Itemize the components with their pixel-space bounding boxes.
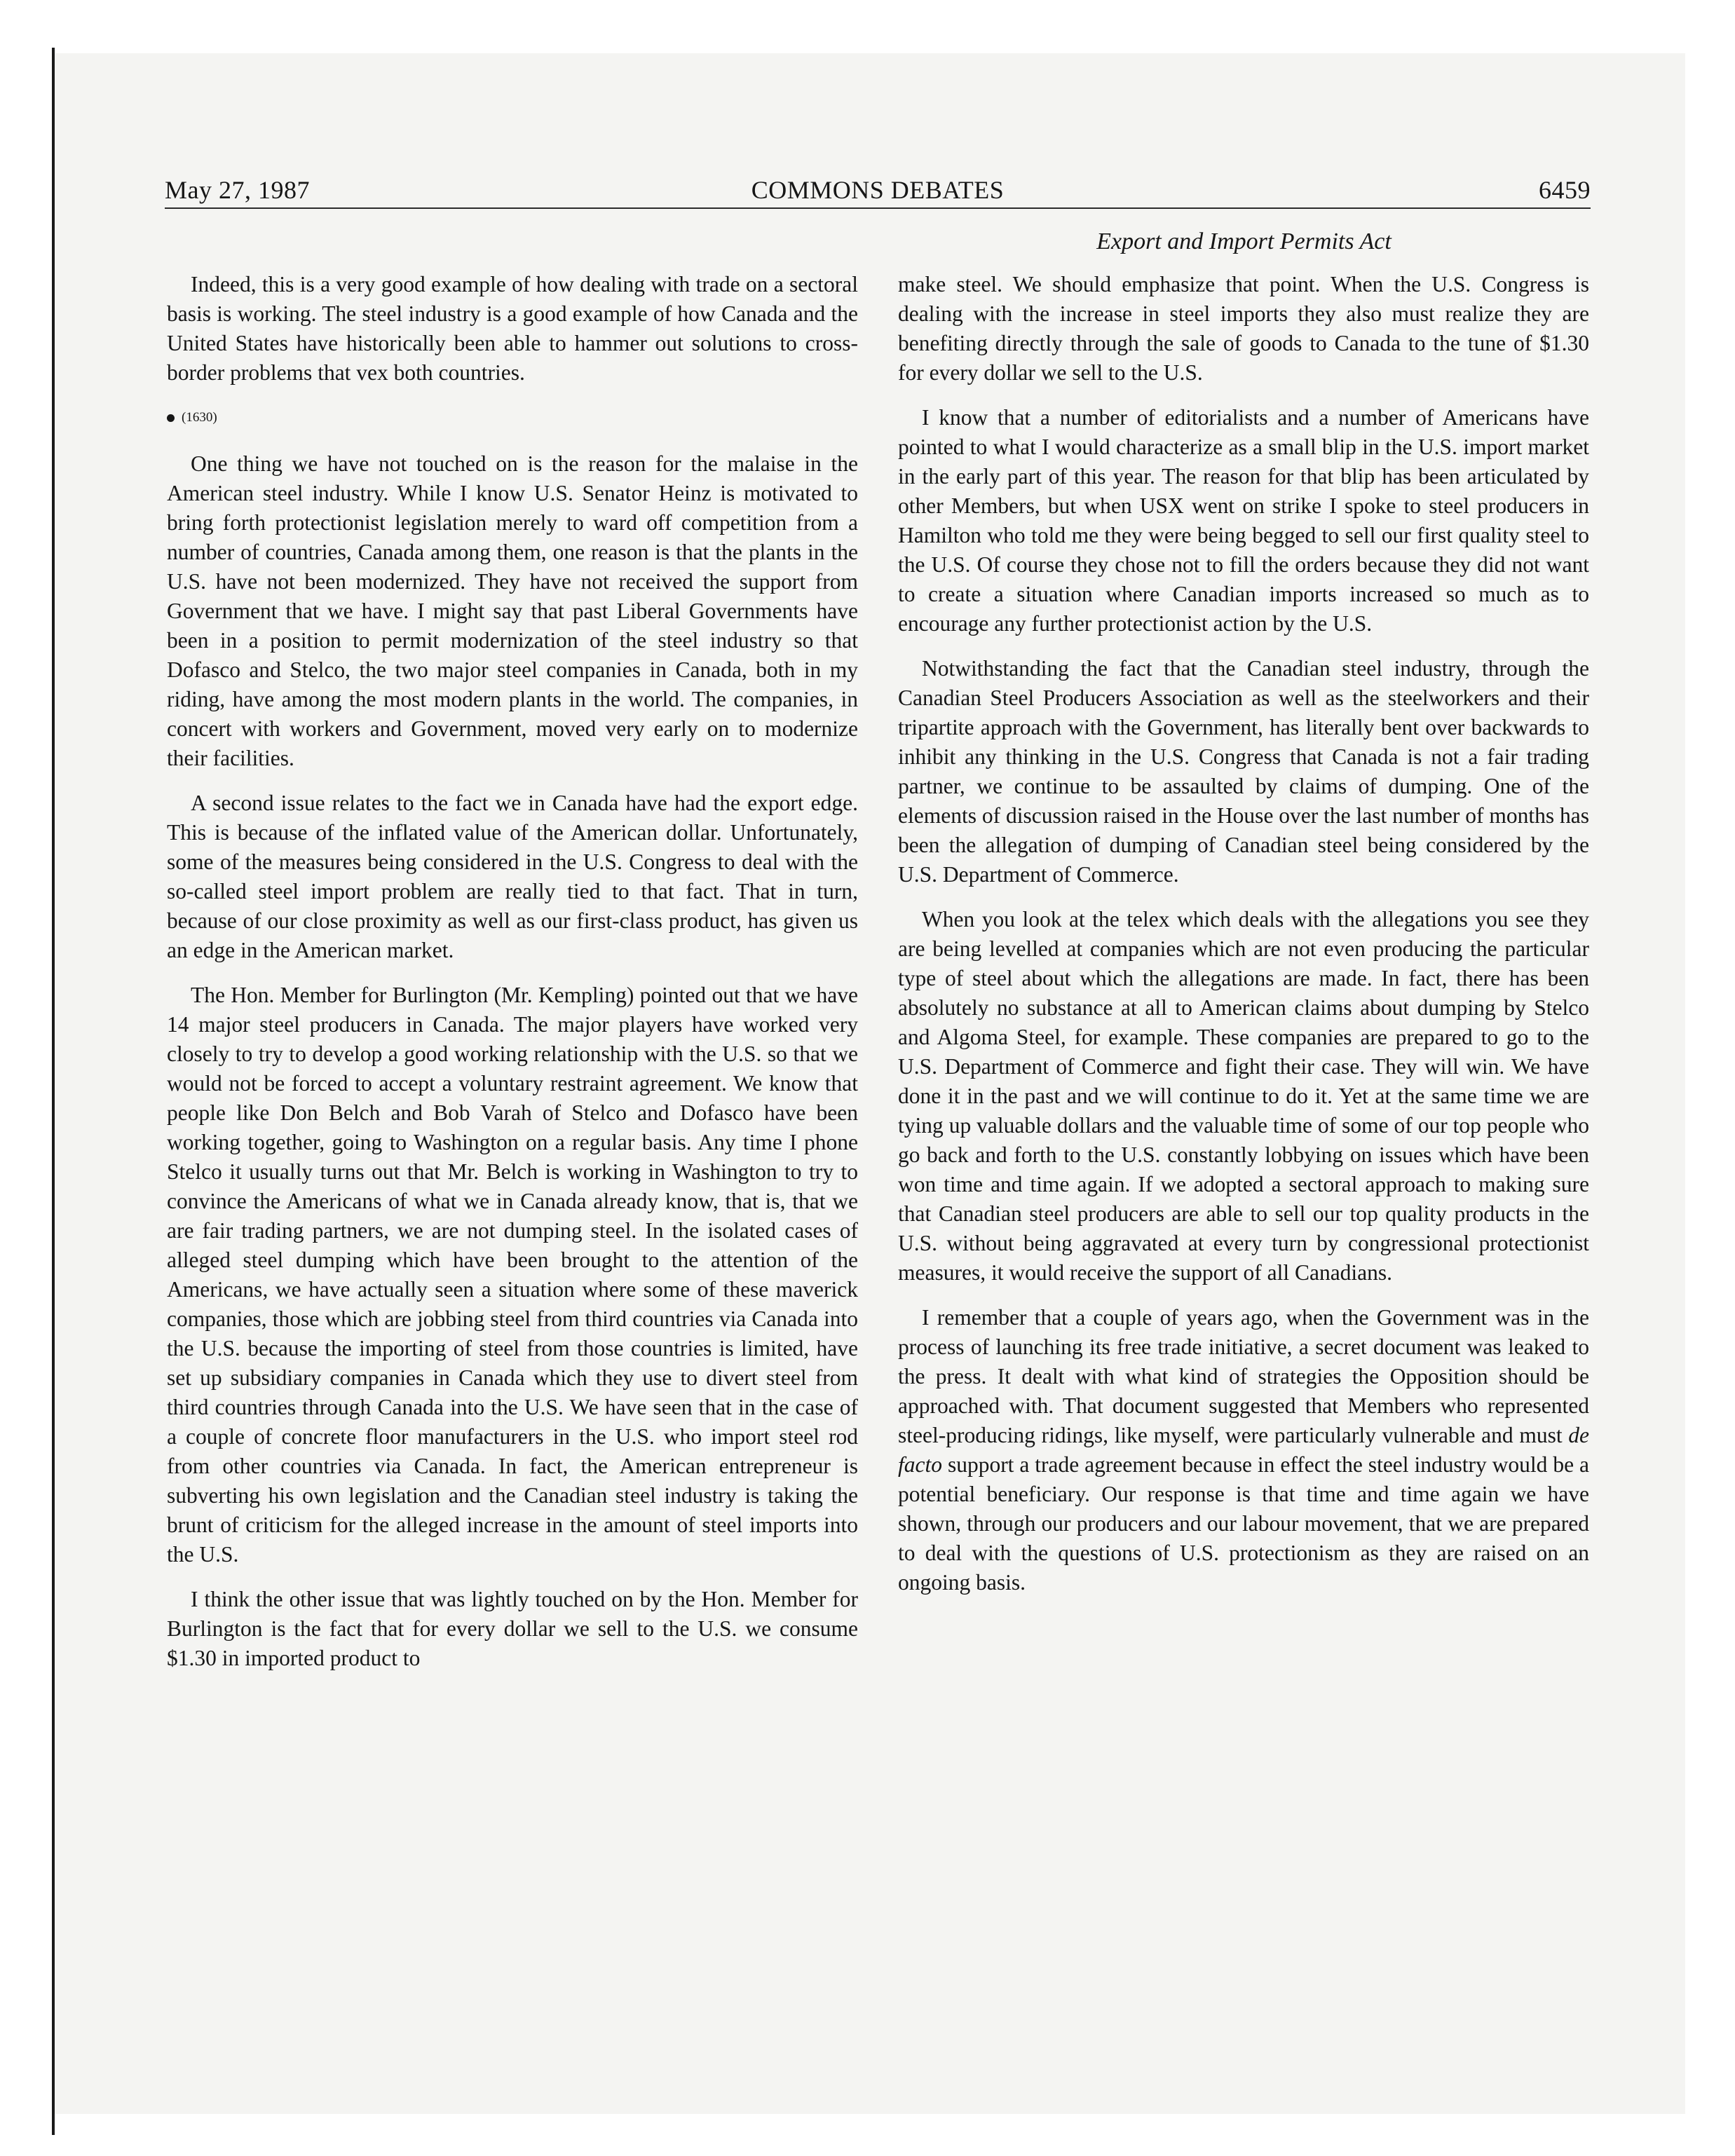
paragraph-text: I remember that a couple of years ago, when the Government was in the process of launching its free trade initiative, a secret document was leaked to the press. It dealt with what kind of strategies the Opposition should be approached with. That document suggested that Members who represented steel-producing ridings, like myself, were particularly vulnerable and must: [898, 1305, 1589, 1447]
time-marker: [167, 403, 858, 432]
paragraph: I know that a number of editorialists and a number of Americans have pointed to what I would characterize as a small blip in the U.S. import market in the early part of this year. The reason for that blip has been articulated by other Members, but when USX went on strike I spoke to steel producers in Hamilton who told me they were being begged to sell our first quality steel to the U.S. Of course they chose not to fill the orders because they did not want to create a situation where Canadian imports increased so much as to encourage any further protectionist action by the U.S.: [898, 405, 1589, 636]
left-column: [167, 270, 858, 1688]
bullet-icon: [167, 414, 175, 422]
paragraph-text: support a trade agreement because in effect the steel industry would be a potential beneficiary. Our response is that time and time again we have shown, through our producers and our labour movement, that we are prepared to deal with the questions of U.S. protectionism as they are raised on an ongoing basis.: [898, 1452, 1589, 1595]
binding-edge: [52, 48, 55, 2135]
paragraph: I think the other issue that was lightly touched on by the Hon. Member for Burlington is the fact that for every dollar we sell to the U.S. we consume $1.30 in imported product to: [167, 1587, 858, 1670]
paragraph: Indeed, this is a very good example of how dealing with trade on a sectoral basis is working. The steel industry is a good example of how Canada and the United States have historically been able to hammer out solutions to cross-border problems that vex both countries.: [167, 272, 858, 385]
paragraph: Notwithstanding the fact that the Canadian steel industry, through the Canadian Steel Producers Association as well as the steelworkers and their tripartite approach with the Government, has literally bent over backwards to inhibit any thinking in the U.S. Congress that Canada is not a fair trading partner, we continue to be assaulted by claims of dumping. One of the elements of discussion raised in the House over the last number of months has been the allegation of dumping of Canadian steel being considered by the U.S. Department of Commerce.: [898, 656, 1589, 887]
paragraph-continued: make steel. We should emphasize that point. When the U.S. Congress is dealing with the increase in steel imports they also must realize they are benefiting directly through the sale of goods to Canada to the tune of $1.30 for every dollar we sell to the U.S.: [898, 272, 1589, 385]
paragraph: A second issue relates to the fact we in Canada have had the export edge. This is because of the inflated value of the American dollar. Unfortunately, some of the measures being considered in the U.S. Congress to deal with the so-called steel import problem are really tied to that fact. That in turn, because of our close proximity as well as our first-class product, has given us an edge in the American market.: [167, 791, 858, 962]
italic-term: de facto: [898, 1423, 1589, 1477]
section-title: Export and Import Permits Act: [1096, 228, 1392, 254]
running-head: [165, 172, 1591, 207]
right-column: [898, 270, 1589, 1613]
page-number: 6459: [1539, 176, 1591, 204]
time-marker-text: (1630): [182, 410, 217, 425]
paragraph: The Hon. Member for Burlington (Mr. Kempling) pointed out that we have 14 major steel producers in Canada. The major players have worked very closely to try to develop a good working relationship with the U.S. so that we would not be forced to accept a voluntary restraint agreement. We know that people like Don Belch and Bob Varah of Stelco and Dofasco have been working together, going to Washington on a regular basis. Any time I phone Stelco it usually turns out that Mr. Belch is working in Washington to try to convince the Americans of what we in Canada already know, that is, that we are fair trading partners, we are not dumping steel. In the isolated cases of alleged steel dumping which have been brought to the attention of the Americans, we have actually seen a situation where some of these maverick companies, those which are jobbing steel from third countries via Canada into the U.S. because the importing of steel from those countries is limited, have set up subsidiary companies in Canada which they use to divert steel from third countries through Canada into the U.S. We have seen that in the case of a couple of concrete floor manufacturers in the U.S. who import steel rod from other countries via Canada. In fact, the American entrepreneur is subverting his own legislation and the Canadian steel industry is taking the brunt of criticism for the alleged increase in the amount of steel imports into the U.S.: [167, 983, 858, 1567]
publication-title: COMMONS DEBATES: [751, 176, 1005, 204]
paragraph: One thing we have not touched on is the reason for the malaise in the American steel industry. While I know U.S. Senator Heinz is motivated to bring forth protectionist legislation merely to ward off competition from a number of countries, Canada among them, one reason is that the plants in the U.S. have not been modernized. They have not received the support from Government that we have. I might say that past Liberal Governments have been in a position to permit modernization of the steel industry so that Dofasco and Stelco, the two major steel companies in Canada, both in my riding, have among the most modern plants in the world. The companies, in concert with workers and Government, moved very early on to modernize their facilities.: [167, 451, 858, 770]
header-rule: [165, 207, 1591, 209]
paragraph: When you look at the telex which deals with the allegations you see they are being levelled at companies which are not even producing the particular type of steel about which the allegations are made. In fact, there has been absolutely no substance at all to American claims about dumping by Stelco and Algoma Steel, for example. These companies are prepared to go to the U.S. Department of Commerce and fight their case. They will win. We have done it in the past and we will continue to do it. Yet at the same time we are tying up valuable dollars and the valuable time of some of our top people who go back and forth to the U.S. constantly lobbying on issues which have been won time and time again. If we adopted a sectoral approach to making sure that Canadian steel producers are able to sell our top quality products in the U.S. without being aggravated at every turn by congressional protectionist measures, it would receive the support of all Canadians.: [898, 907, 1589, 1285]
page-date: May 27, 1987: [165, 176, 310, 204]
paragraph: [898, 1303, 1589, 1597]
